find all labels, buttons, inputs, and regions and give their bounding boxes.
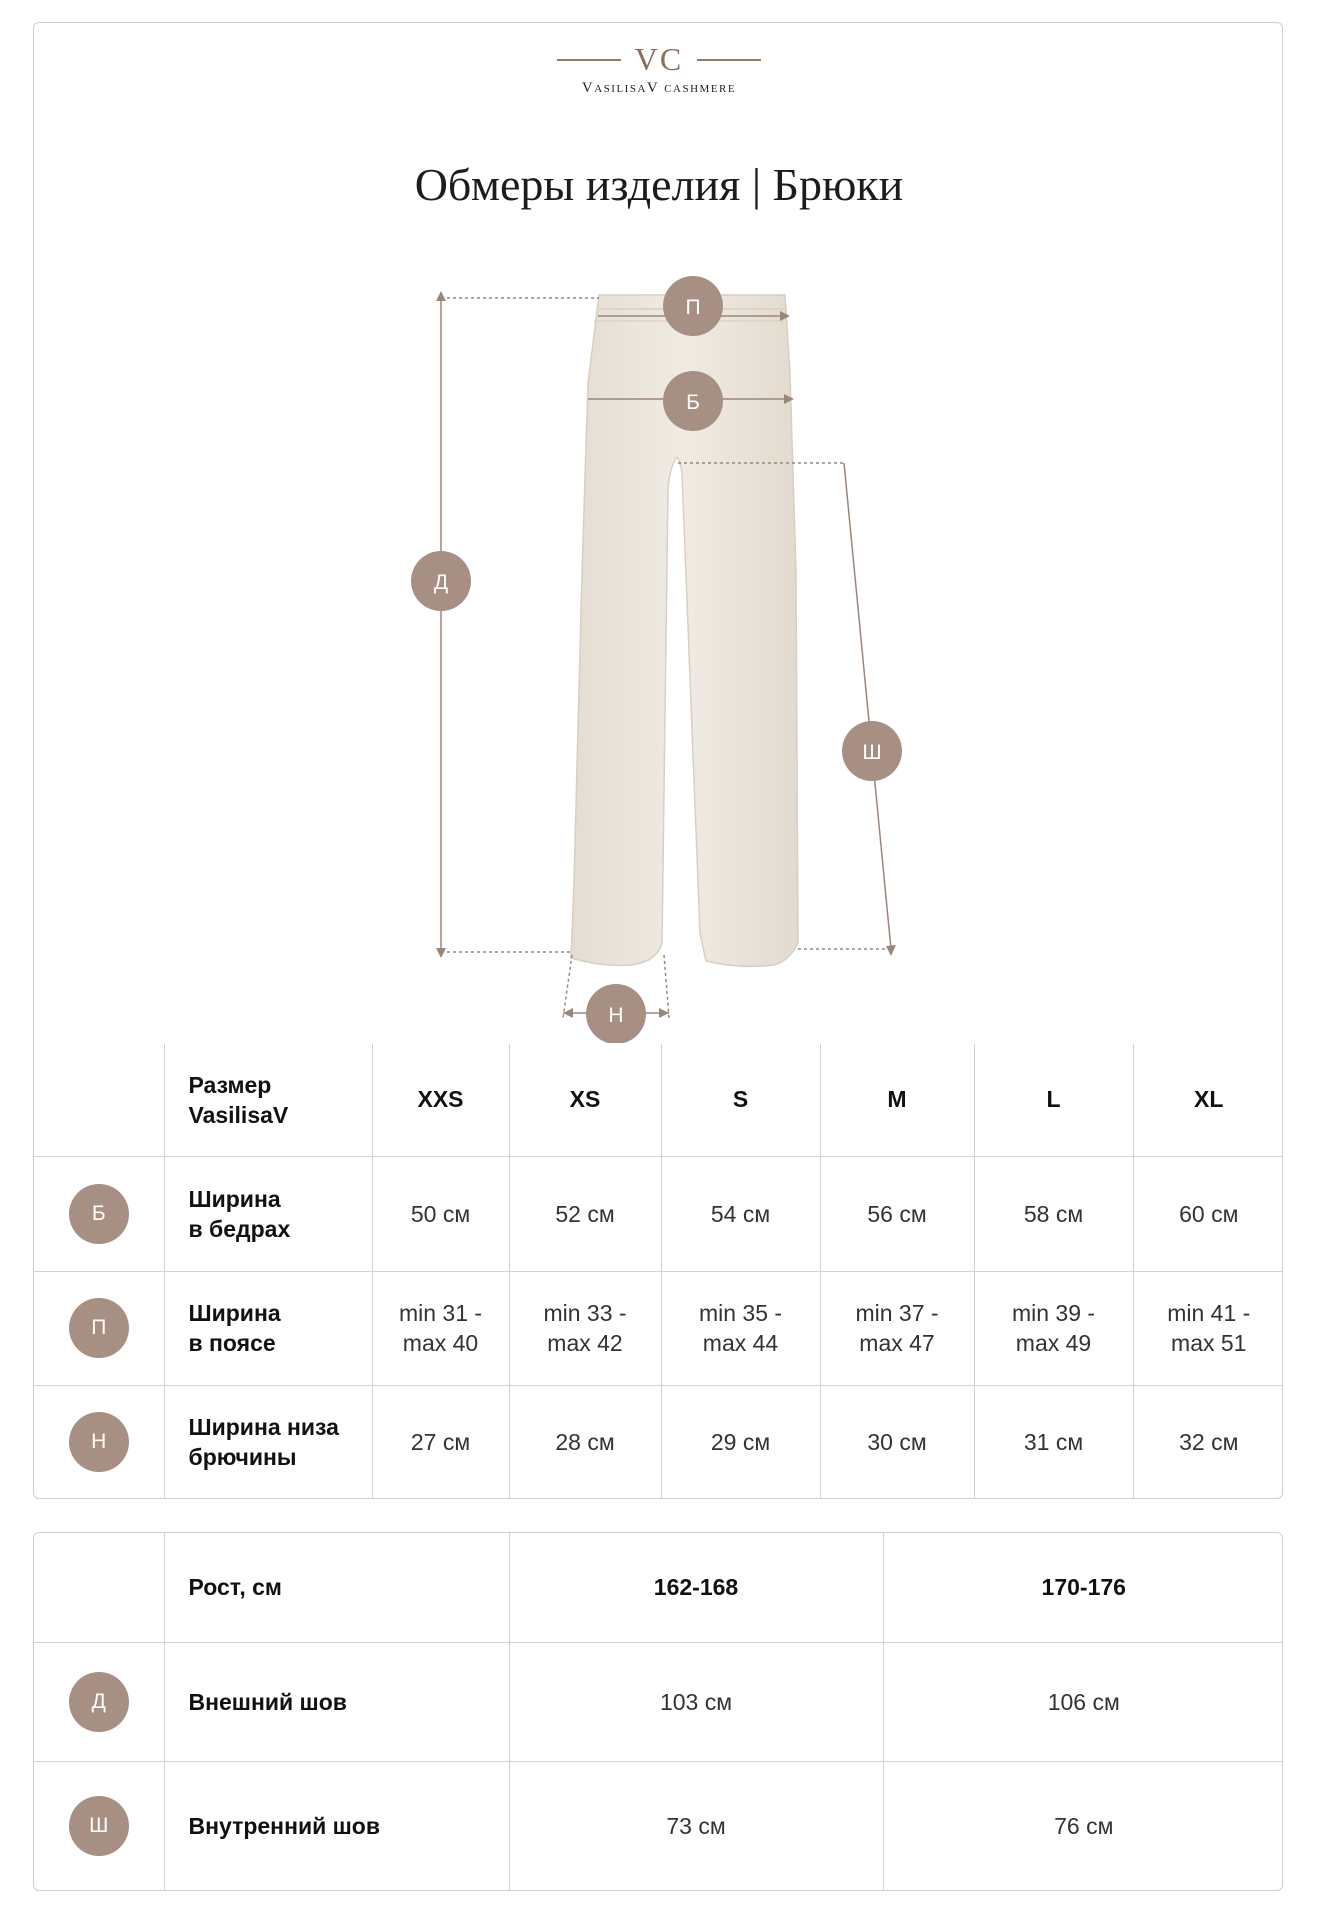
- badge-hem: [586, 984, 646, 1043]
- header-corner: [34, 1533, 164, 1642]
- cell: min 39 - max 49: [974, 1271, 1133, 1385]
- height-header-row: [34, 1533, 1283, 1642]
- cell: 54 см: [661, 1156, 820, 1271]
- brand-logo: [34, 41, 1283, 97]
- cell: 58 см: [974, 1156, 1133, 1271]
- size-xl: XL: [1133, 1044, 1283, 1156]
- cell: 32 см: [1133, 1385, 1283, 1498]
- size-s: S: [661, 1044, 820, 1156]
- cell: 29 см: [661, 1385, 820, 1498]
- table-row: [34, 1761, 1283, 1891]
- pants-diagram: [34, 243, 1283, 1043]
- badge-waist-label: П: [685, 296, 701, 319]
- badge-length: [411, 551, 471, 611]
- size-xxs: XXS: [372, 1044, 509, 1156]
- badge-waist-row: П: [69, 1298, 129, 1358]
- size-header-row: [34, 1044, 1283, 1156]
- badge-length-row: Д: [69, 1672, 129, 1732]
- size-xs: XS: [509, 1044, 661, 1156]
- size-table: [34, 1044, 1283, 1498]
- measurements-card: [33, 22, 1283, 1499]
- cell: 103 см: [509, 1642, 883, 1761]
- cell: 30 см: [820, 1385, 974, 1498]
- cell: 60 см: [1133, 1156, 1283, 1271]
- badge-hips: [663, 371, 723, 431]
- table-row: [34, 1385, 1283, 1498]
- badge-inseam-row: Ш: [69, 1796, 129, 1856]
- badge-waist: [663, 276, 723, 336]
- cell: 76 см: [883, 1761, 1283, 1891]
- size-l: L: [974, 1044, 1133, 1156]
- table-row: [34, 1156, 1283, 1271]
- height-range-1: 162-168: [509, 1533, 883, 1642]
- cell: 31 см: [974, 1385, 1133, 1498]
- cell: min 33 - max 42: [509, 1271, 661, 1385]
- badge-hem-label: Н: [608, 1004, 624, 1027]
- height-header-label: Рост, см: [164, 1533, 509, 1642]
- row-label-hips: Ширина в бедрах: [164, 1156, 372, 1271]
- cell: 52 см: [509, 1156, 661, 1271]
- cell: 50 см: [372, 1156, 509, 1271]
- badge-hem-row: Н: [69, 1412, 129, 1472]
- page-title: Обмеры изделия | Брюки: [414, 159, 904, 210]
- row-label-inseam: Внутренний шов: [164, 1761, 509, 1891]
- cell: 28 см: [509, 1385, 661, 1498]
- badge-length-label: Д: [433, 571, 449, 594]
- table-row: [34, 1642, 1283, 1761]
- header-corner: [34, 1044, 164, 1156]
- logo-mark: VC: [634, 41, 684, 77]
- badge-hips-row: Б: [69, 1184, 129, 1244]
- badge-inseam: [842, 721, 902, 781]
- cell: min 37 - max 47: [820, 1271, 974, 1385]
- badge-inseam-label: Ш: [862, 741, 882, 764]
- row-label-hem: Ширина низа брючины: [164, 1385, 372, 1498]
- logo-rule-right: [697, 59, 761, 61]
- height-range-2: 170-176: [883, 1533, 1283, 1642]
- cell: 56 см: [820, 1156, 974, 1271]
- cell: 106 см: [883, 1642, 1283, 1761]
- height-card: [33, 1532, 1283, 1891]
- logo-rule-left: [557, 59, 621, 61]
- row-label-outseam: Внешний шов: [164, 1642, 509, 1761]
- row-label-waist: Ширина в поясе: [164, 1271, 372, 1385]
- size-header-label: Размер VasilisaV: [164, 1044, 372, 1156]
- cell: min 35 - max 44: [661, 1271, 820, 1385]
- cell: 73 см: [509, 1761, 883, 1891]
- badge-hips-label: Б: [686, 391, 700, 414]
- cell: 27 см: [372, 1385, 509, 1498]
- size-m: M: [820, 1044, 974, 1156]
- cell: min 41 - max 51: [1133, 1271, 1283, 1385]
- brand-name: VasilisaV cashmere: [581, 80, 737, 96]
- height-table: [34, 1533, 1283, 1891]
- cell: min 31 - max 40: [372, 1271, 509, 1385]
- table-row: [34, 1271, 1283, 1385]
